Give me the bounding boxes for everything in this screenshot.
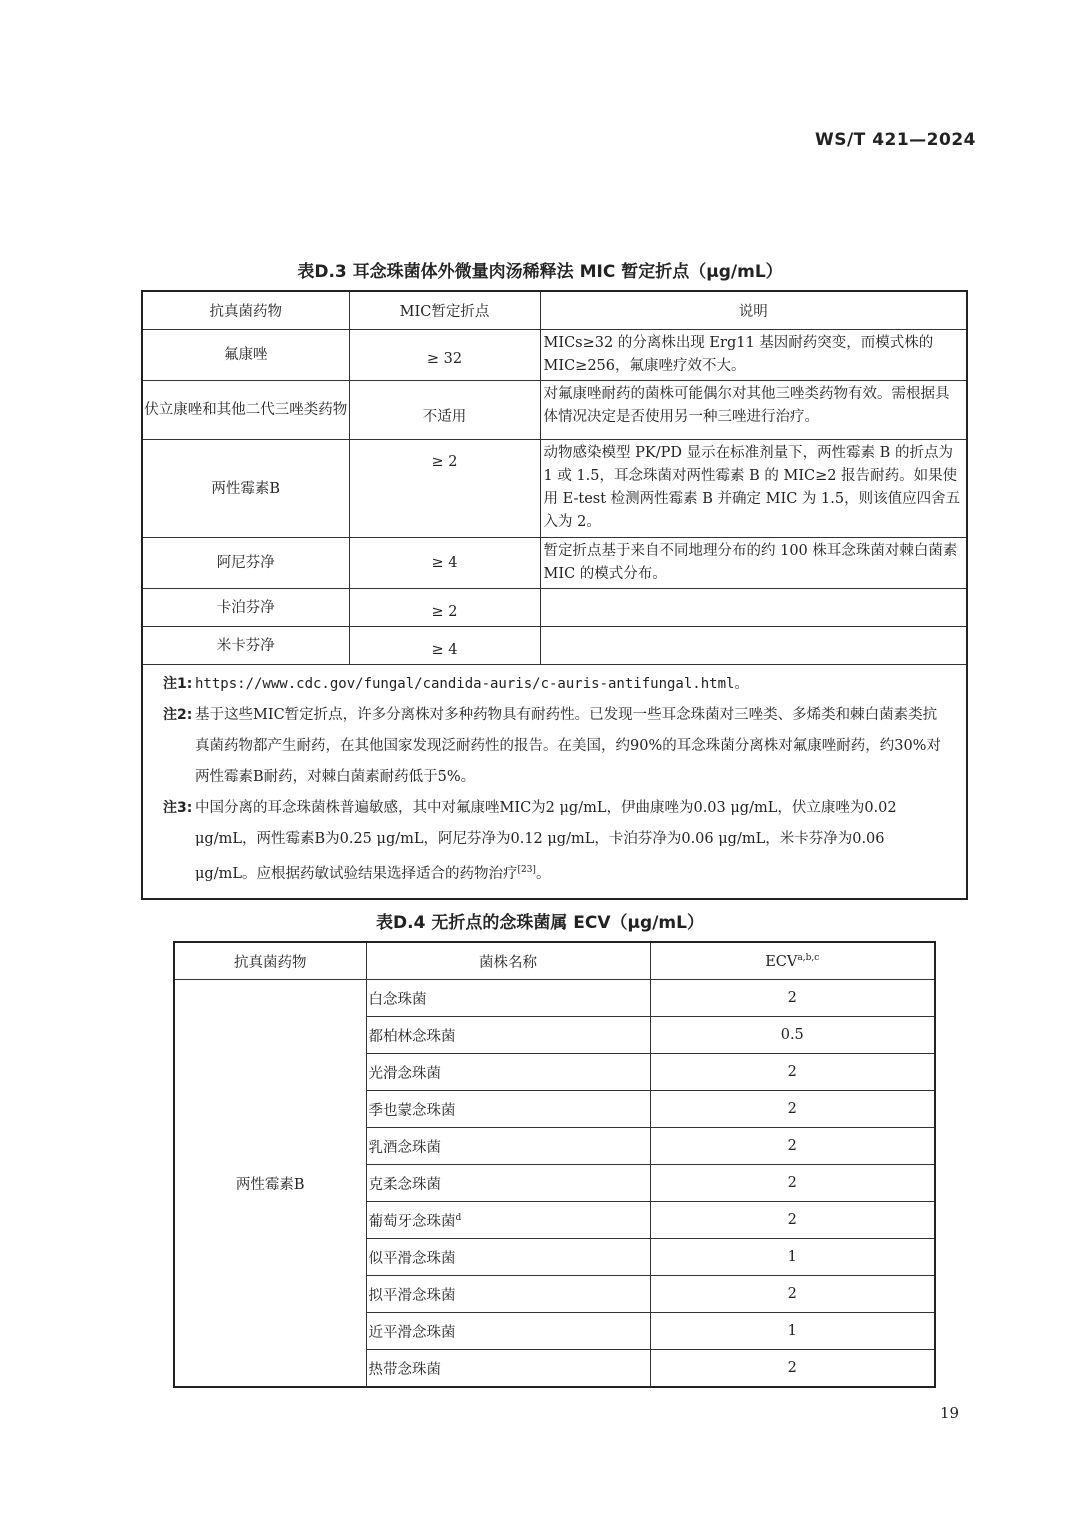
table-row [142,589,967,627]
drug-cell: 米卡芬净 [142,627,349,665]
table-row [142,538,967,589]
mic-cell: 不适用 [349,381,540,440]
ecv-cell: 2 [650,1128,935,1165]
ecv-cell: 2 [650,1054,935,1091]
notes-cell [142,665,967,899]
strain-cell: 都柏林念珠菌 [366,1017,650,1054]
strain-cell: 近平滑念珠菌 [366,1313,650,1350]
table-header-row [174,942,935,980]
header-cell-strain: 菌株名称 [366,942,650,980]
table-row [142,381,967,440]
description-cell [540,589,967,627]
note-text: 中国分离的耳念珠菌株普遍敏感，其中对氟康唑MIC为2 μg/mL，伊曲康唑为0.03 μg/mL，伏立康唑为0.02 μg/mL，两性霉素B为0.25 μg/mL，阿尼芬净为0.12 μg/mL，卡泊芬净为0.06 μg/mL，米卡芬净为0.06 μg/mL。应根据药敏试验结果选择适合的药物治疗 [195,800,897,882]
note-label: 注1: [163,676,193,692]
ecv-cell: 1 [650,1313,935,1350]
description-cell: 暂定折点基于来自不同地理分布的约 100 株耳念珠菌对棘白菌素 MIC 的模式分布。 [540,538,967,589]
strain-name: 葡萄牙念珠菌 [368,1213,456,1230]
note-2 [163,700,946,793]
ecv-cell: 2 [650,1165,935,1202]
ecv-cell: 2 [650,980,935,1017]
ecv-cell: 2 [650,1276,935,1313]
note-label: 注3: [163,800,193,816]
strain-cell [366,1202,650,1239]
note-label: 注2: [163,707,193,723]
standard-code: WS/T 421—2024 [814,130,976,150]
table-row [174,980,935,1017]
mic-cell: ≥ 32 [349,330,540,381]
description-cell: 动物感染模型 PK/PD 显示在标准剂量下，两性霉素 B 的折点为 1 或 1.5，耳念珠菌对两性霉素 B 的 MIC≥2 报告耐药。如果使用 E-test 检测两性霉素 B 并确定 MIC 为 1.5，则该值应四舍五入为 2。 [540,440,967,538]
description-cell: 对氟康唑耐药的菌株可能偶尔对其他三唑类药物有效。需根据具体情况决定是否使用另一种三唑进行治疗。 [540,381,967,440]
mic-cell: ≥ 2 [349,440,540,538]
table-d4 [173,941,936,1388]
drug-cell: 氟康唑 [142,330,349,381]
strain-footnote-mark: d [455,1212,462,1223]
table-row [142,330,967,381]
table-row [142,440,967,538]
strain-cell: 热带念珠菌 [366,1350,650,1388]
table-d3 [141,290,968,900]
table-header-row [142,291,967,330]
header-cell-ecv [650,942,935,980]
strain-cell: 乳酒念珠菌 [366,1128,650,1165]
header-cell-drug: 抗真菌药物 [142,291,349,330]
note-end: 。 [535,865,551,882]
ecv-cell: 1 [650,1239,935,1276]
mic-cell: ≥ 4 [349,627,540,665]
mic-cell: ≥ 4 [349,538,540,589]
drug-cell: 阿尼芬净 [142,538,349,589]
description-cell [540,627,967,665]
note-1 [163,669,946,700]
strain-cell: 白念珠菌 [366,980,650,1017]
drug-cell: 伏立康唑和其他二代三唑类药物 [142,381,349,440]
table-d3-caption: 表D.3 耳念珠菌体外微量肉汤稀释法 MIC 暂定折点（μg/mL） [297,262,783,282]
ecv-cell: 2 [650,1350,935,1388]
drug-cell: 卡泊芬净 [142,589,349,627]
note-3 [163,793,946,890]
drug-cell: 两性霉素B [142,440,349,538]
mic-cell: ≥ 2 [349,589,540,627]
header-cell-mic: MIC暂定折点 [349,291,540,330]
table-row [142,627,967,665]
note-text: 基于这些MIC暂定折点，许多分离株对多种药物具有耐药性。已发现一些耳念珠菌对三唑类、多烯类和棘白菌素类抗真菌药物都产生耐药，在其他国家发现泛耐药性的报告。在美国，约90%的耳念珠菌分离株对氟康唑耐药，约30%对两性霉素B耐药，对棘白菌素耐药低于5%。 [195,707,941,785]
drug-cell: 两性霉素B [174,980,366,1388]
strain-cell: 季也蒙念珠菌 [366,1091,650,1128]
page-number: 19 [940,1404,960,1422]
header-cell-drug: 抗真菌药物 [174,942,366,980]
strain-cell: 拟平滑念珠菌 [366,1276,650,1313]
strain-cell: 克柔念珠菌 [366,1165,650,1202]
description-cell: MICs≥32 的分离株出现 Erg11 基因耐药突变，而模式株的MIC≥256，氟康唑疗效不大。 [540,330,967,381]
ecv-label: ECV [765,953,798,970]
strain-cell: 光滑念珠菌 [366,1054,650,1091]
ecv-footnote-marks: a,b,c [797,952,820,963]
note-text: https://www.cdc.gov/fungal/candida-auris/c-auris-antifungal.html。 [195,676,749,692]
table-d4-caption: 表D.4 无折点的念珠菌属 ECV（μg/mL） [376,913,704,933]
ecv-cell: 2 [650,1202,935,1239]
ecv-cell: 2 [650,1091,935,1128]
citation-ref: [23] [517,865,536,875]
ecv-cell: 0.5 [650,1017,935,1054]
header-cell-description: 说明 [540,291,967,330]
notes-row [142,665,967,899]
strain-cell: 似平滑念珠菌 [366,1239,650,1276]
